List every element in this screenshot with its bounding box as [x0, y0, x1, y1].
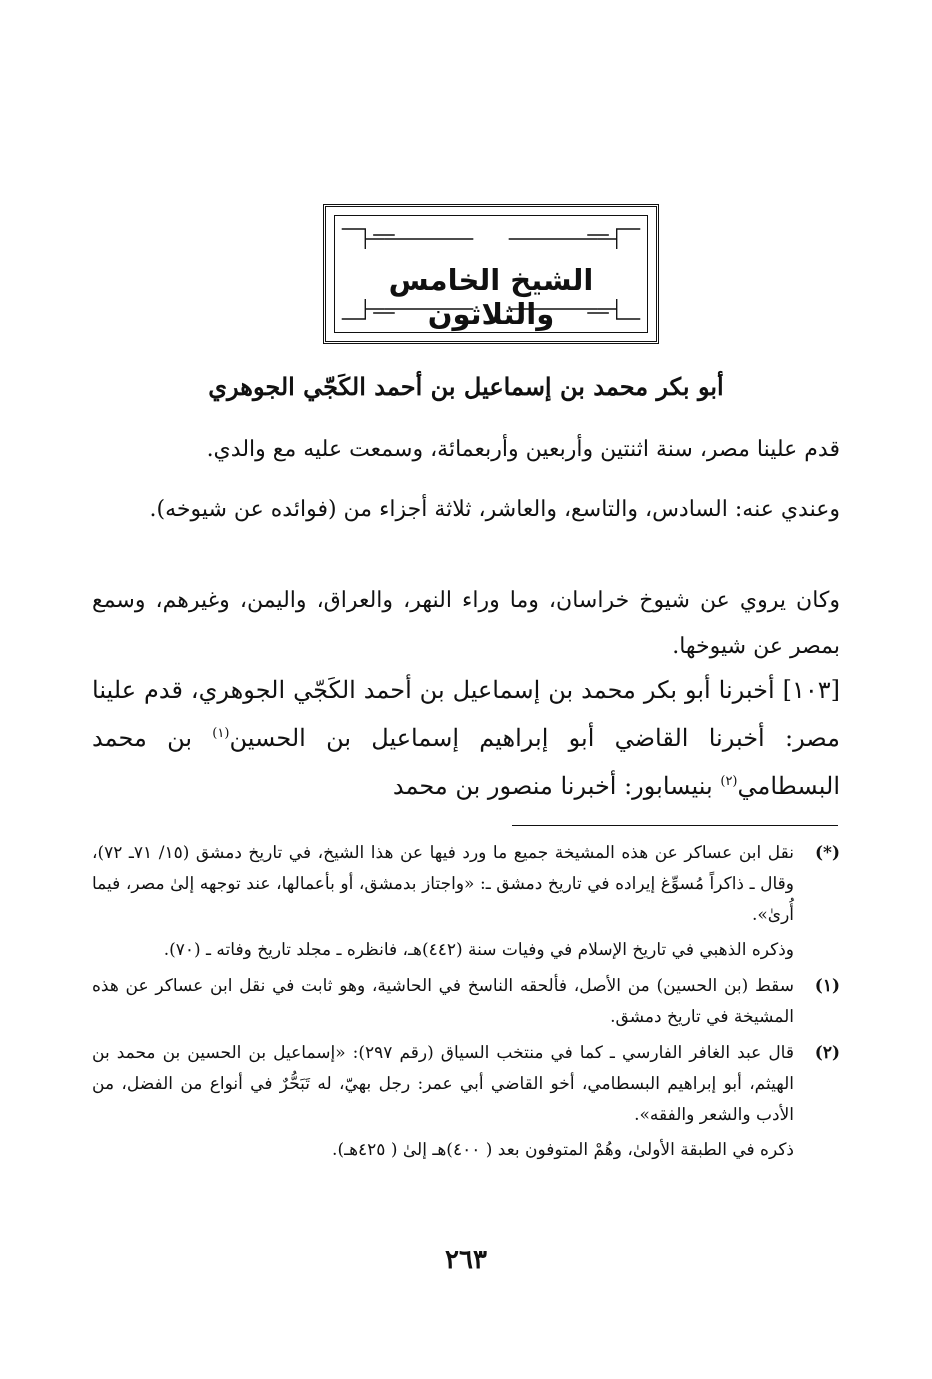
sheikh-name-heading: أبو بكر محمد بن إسماعيل بن أحمد الكَجّي الجوهري: [208, 372, 724, 401]
hadith-text-a: أخبرنا أبو بكر محمد بن إسماعيل بن أحمد الكَجّي الجوهري، قدم علينا مصر: أخبرنا القاضي أبو إبراهيم إسماعيل بن الحسين: [92, 676, 840, 752]
footnote-text: قال عبد الغافر الفارسي ـ كما في منتخب السياق (رقم ٢٩٧): «إسماعيل بن الحسين بن محمد بن الهيثم، أبو إبراهيم البسطامي، أخو القاضي أبي عمر: رجل بهيّ، له تَبَحُّرٌ في أنواع من الفضل، من الأدب والشعر والفقه».: [92, 1043, 794, 1125]
hadith-text-c: بنيسابور: أخبرنا منصور بن محمد: [392, 772, 713, 800]
footnote-body: [92, 1038, 794, 1166]
top-ornament-icon: [326, 225, 656, 253]
footnote-subtext: ذكره في الطبقة الأولىٰ، وهُمْ المتوفون بعد ( ٤٠٠)هـ إلىٰ ( ٤٢٥هـ).: [332, 1140, 794, 1160]
footnote-ref-1[interactable]: (١): [212, 726, 230, 741]
footnote-text: سقط (بن الحسين) من الأصل، فألحقه الناسخ في الحاشية، وهو ثابت في نقل ابن عساكر عن هذه المشيخة في تاريخ دمشق.: [92, 976, 794, 1027]
paragraph-arrival: قدم علينا مصر، سنة اثنتين وأربعين وأربعمائة، وسمعت عليه مع والدي.: [206, 437, 840, 462]
footnote-ref-2[interactable]: (٢): [720, 774, 738, 789]
footnotes: [92, 838, 840, 1171]
page-number: ٢٦٣: [445, 1245, 487, 1275]
footnote-mark: (٢): [814, 1043, 840, 1063]
paragraph-holdings: وعندي عنه: السادس، والتاسع، والعاشر، ثلاثة أجزاء من (فوائده عن شيوخه).: [149, 497, 840, 522]
footnote-mark: (*): [815, 843, 840, 863]
footnote-star: [92, 838, 840, 966]
footnote-text: نقل ابن عساكر عن هذه المشيخة جميع ما ورد فيها عن هذا الشيخ، في تاريخ دمشق (١٥/ ٧١ـ ٧٢)، وقال ـ ذاكراً مُسوِّغ إيراده في تاريخ دمشق ـ: «واجتاز بدمشق، أو بأعمالها، عند توجهه إلىٰ مصر، فيما أُرىٰ».: [92, 843, 794, 925]
footnote-body: [92, 971, 794, 1033]
footnote-2: [92, 1038, 840, 1166]
hadith-number: [١٠٣]: [782, 676, 840, 704]
bottom-ornament-icon: [326, 295, 656, 323]
footnote-mark: (١): [814, 976, 840, 996]
footnote-1: [92, 971, 840, 1033]
paragraph-narration: وكان يروي عن شيوخ خراسان، وما وراء النهر، والعراق، واليمن، وغيرهم، وسمع بمصر عن شيوخها.: [92, 588, 840, 659]
hadith-text-b: بن محمد البسطامي: [92, 724, 840, 800]
section-title: الشيخ الخامس والثلاثون: [388, 263, 594, 331]
footnote-separator: [512, 825, 838, 826]
title-frame: [323, 204, 659, 344]
hadith-paragraph: [92, 668, 840, 808]
footnote-body: [92, 838, 794, 966]
footnote-subtext: وذكره الذهبي في تاريخ الإسلام في وفيات سنة (٤٤٢)هـ، فانظره ـ مجلد تاريخ وفاته ـ (٧٠).: [163, 940, 794, 960]
